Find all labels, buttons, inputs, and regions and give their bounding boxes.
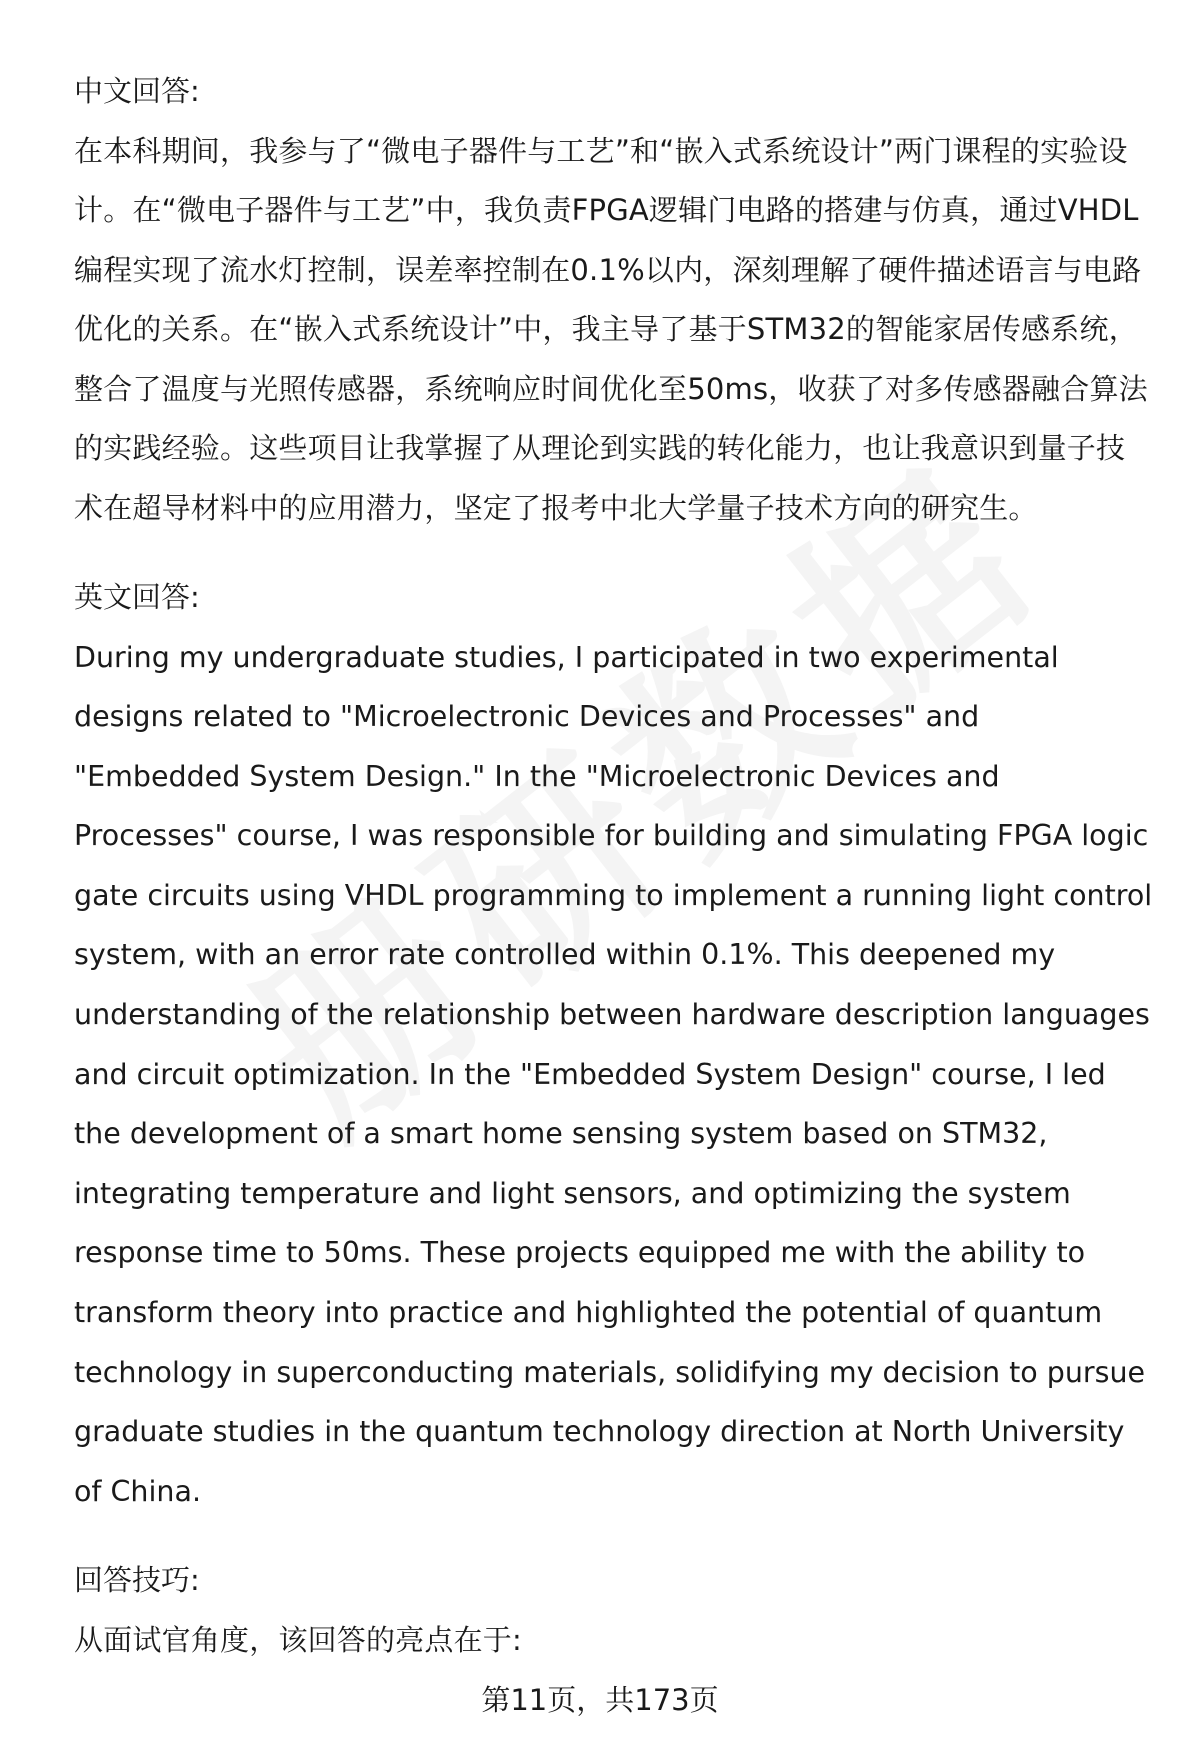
section-gap bbox=[74, 1521, 1154, 1551]
document-content bbox=[74, 62, 1154, 1670]
english-answer-text: During my undergraduate studies, I participated in two experimental designs related to "Microelectronic Devices and Processes" and "Embedded System Design." In the "Microelectronic Devices and Processes" course, I was responsible for building and simulating FPGA logic gate circuits using VHDL programming to implement a running light control system, with an error rate controlled within 0.1%. This deepened my understanding of the relationship between hardware description languages and circuit optimization. In the "Embedded System Design" course, I led the development of a smart home sensing system based on STM32, integrating temperature and light sensors, and optimizing the system response time to 50ms. These projects equipped me with the ability to transform theory into practice and highlighted the potential of quantum technology in superconducting materials, solidifying my decision to pursue graduate studies in the quantum technology direction at North University of China. bbox=[74, 640, 1153, 1508]
tips-heading: 回答技巧: bbox=[74, 1563, 200, 1598]
chinese-answer-heading: 中文回答: bbox=[74, 74, 200, 108]
chinese-answer-text: 在本科期间，我参与了“微电子器件与工艺”和“嵌入式系统设计”两门课程的实验设计。在“微电子器件与工艺”中，我负责FPGA逻辑门电路的搭建与仿真，通过VHDL编程实现了流水灯控制，误差率控制在0.1%以内，深刻理解了硬件描述语言与电路优化的关系。在“嵌入式系统设计”中，我主导了基于STM32的智能家居传感系统，整合了温度与光照传感器，系统响应时间优化至50ms，收获了对多传感器融合算法的实践经验。这些项目让我掌握了从理论到实践的转化能力，也让我意识到量子技术在超导材料中的应用潜力，坚定了报考中北大学量子技术方向的研究生。 bbox=[74, 133, 1148, 525]
english-answer-heading: 英文回答: bbox=[74, 580, 200, 614]
section-gap bbox=[74, 538, 1154, 568]
page-number: 第11页，共173页 bbox=[481, 1683, 719, 1717]
tips-text: 从面试官角度，该回答的亮点在于: bbox=[74, 1622, 522, 1657]
